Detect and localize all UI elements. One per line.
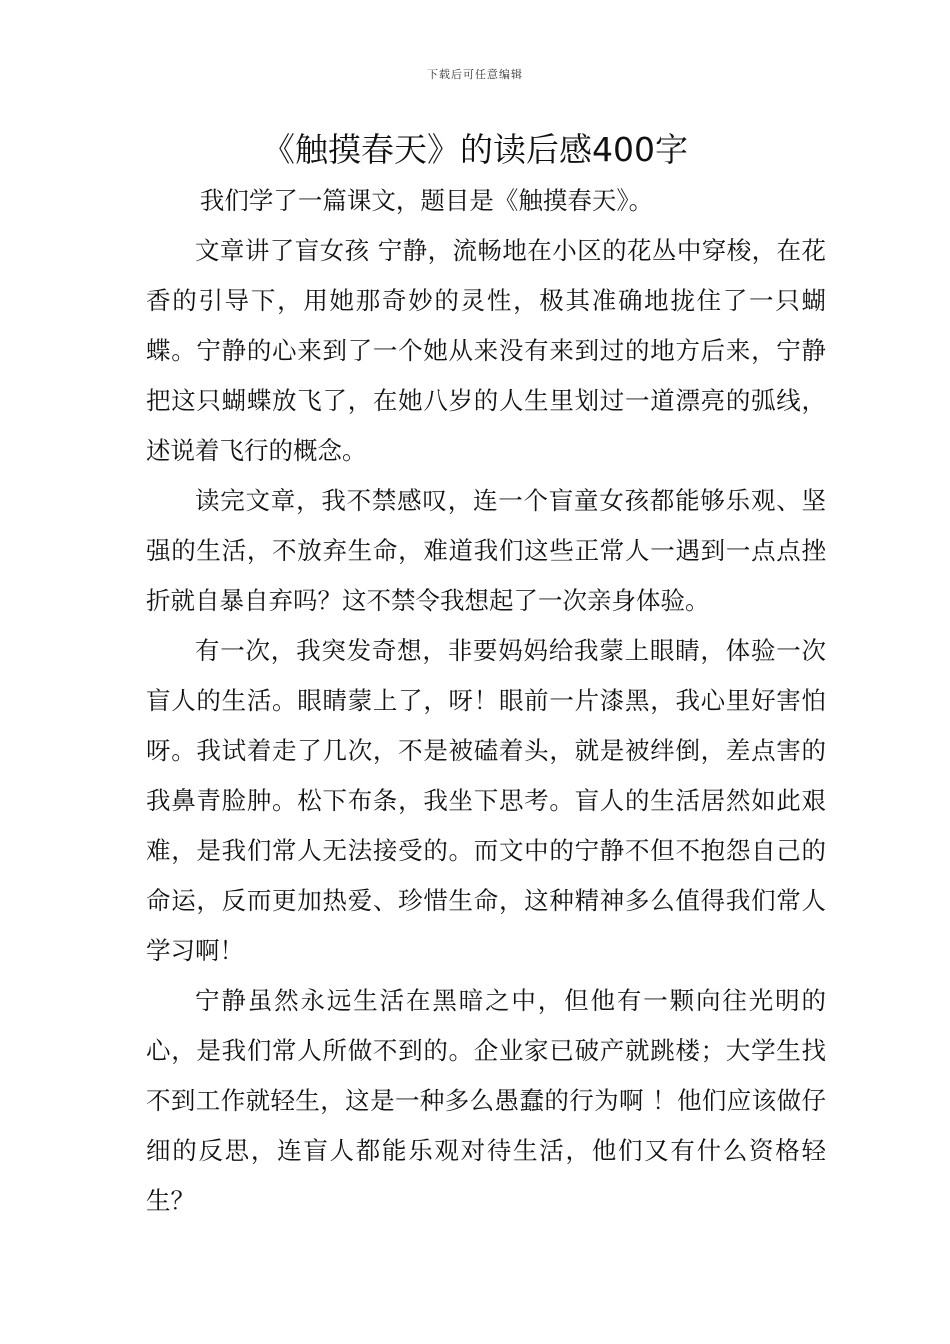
document-body xyxy=(146,176,826,1226)
paragraph-3: 读完文章，我不禁感叹，连一个盲童女孩都能够乐观、坚强的生活，不放弃生命，难道我们这些正常人一遇到一点点挫折就自暴自弃吗？这不禁令我想起了一次亲身体验。 xyxy=(146,486,826,615)
paragraph-2: 文章讲了盲女孩 宁静，流畅地在小区的花丛中穿梭，在花香的引导下，用她那奇妙的灵性，极其准确地拢住了一只蝴蝶。宁静的心来到了一个她从来没有来到过的地方后来，宁静把这只蝴蝶放飞了，在她八岁的人生里划过一道漂亮的弧线，述说着飞行的概念。 xyxy=(146,236,826,465)
paragraph-1: 我们学了一篇课文，题目是《触摸春天》。 xyxy=(199,186,654,215)
document-title: 《触摸春天》的读后感400字 xyxy=(262,130,688,169)
paragraph-4: 有一次，我突发奇想，非要妈妈给我蒙上眼睛，体验一次盲人的生活。眼睛蒙上了，呀！眼前一片漆黑，我心里好害怕呀。我试着走了几次，不是被磕着头，就是被绊倒，差点害的我鼻青脸肿。松下布条，我坐下思考。盲人的生活居然如此艰难，是我们常人无法接受的。而文中的宁静不但不抱怨自己的命运，反而更加热爱、珍惜生命，这种精神多么值得我们常人学习啊！ xyxy=(146,636,826,965)
paragraph-5: 宁静虽然永远生活在黑暗之中，但他有一颗向往光明的心，是我们常人所做不到的。企业家已破产就跳楼；大学生找不到工作就轻生，这是一种多么愚蠢的行为啊 ！他们应该做仔细的反思，连盲人都能乐观对待生活，他们又有什么资格轻生？ xyxy=(146,986,826,1215)
header-note: 下载后可任意编辑 xyxy=(427,68,523,81)
